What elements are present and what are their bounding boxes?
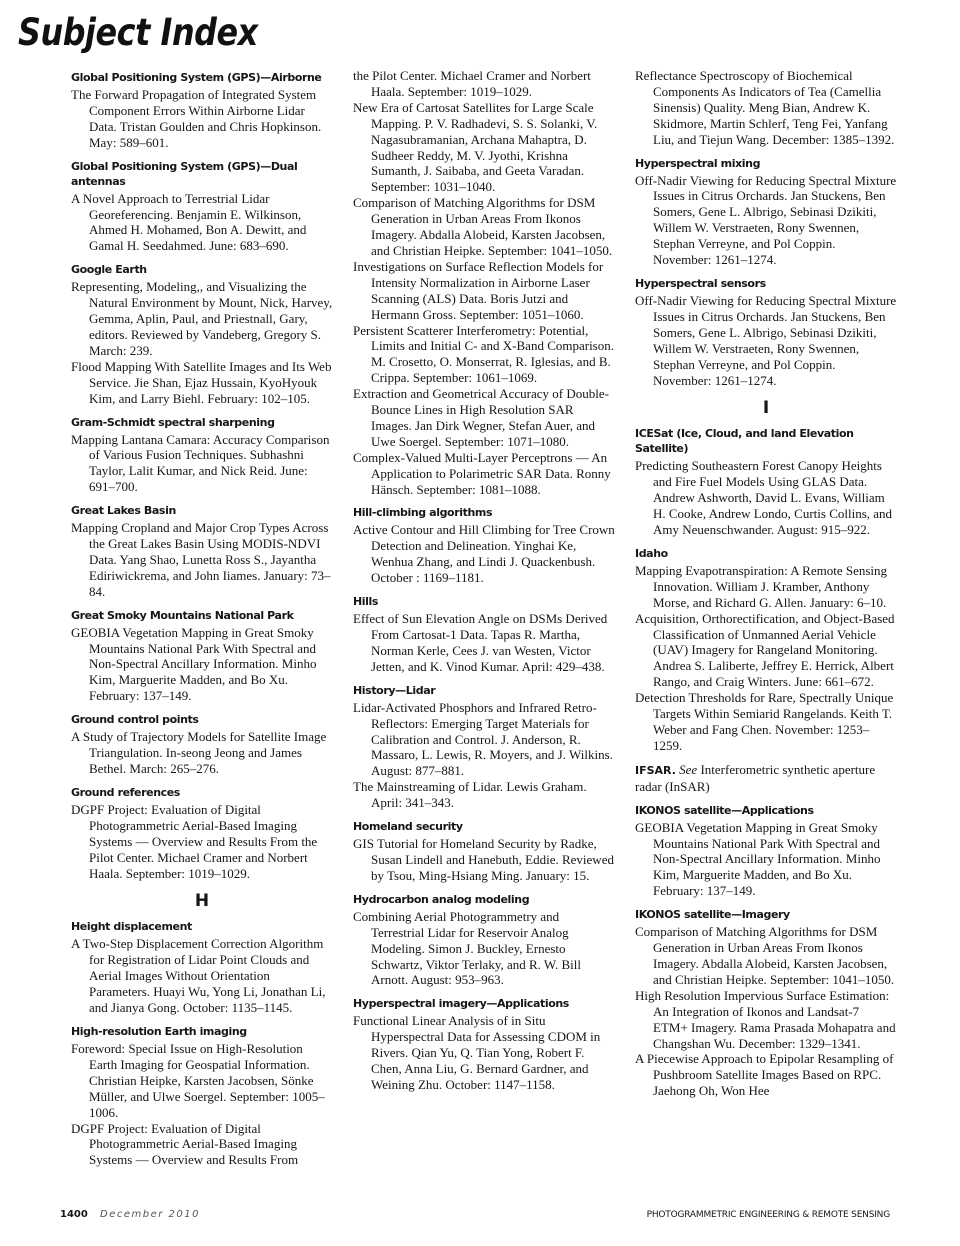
- issue-date: December 2010: [100, 1209, 200, 1220]
- index-heading: Hills: [353, 595, 379, 609]
- index-entry: Mapping Lantana Camara: Accuracy Comparison of Various Fusion Techniques. Subhashni Taylor, Lalit Kumar, and Nick Reid. June: 691–700.: [71, 431, 330, 495]
- index-entry: Combining Aerial Photogrammetry and Terrestrial Lidar for Reservoir Analog Modeling. Simon J. Buckley, Ernesto Schwartz, Viktor Terlaky, and R. W. Bill Arnott. August: 953–963.: [353, 908, 582, 988]
- index-heading: Google Earth: [71, 263, 147, 277]
- index-heading: Ground control points: [71, 713, 199, 727]
- index-column-1: [71, 68, 333, 1168]
- index-heading: Great Lakes Basin: [71, 504, 176, 518]
- index-entry: Representing, Modeling,, and Visualizing the Natural Environment by Mount, Nick, Harvey, Gemma, Aplin, Paul, and Priestnall, Gary, editors. Reviewed by Vandeberg, Gregory S. March: 239.: [71, 279, 333, 358]
- index-entry: Mapping Evapotranspiration: A Remote Sensing Innovation. William J. Kramber, Anthony Morse, and Richard G. Allen. January: 6–10.: [635, 562, 888, 610]
- index-entry: Reflectance Spectroscopy of Biochemical Components As Indicators of Tea (Camellia Sinensis) Quality. Meng Bian, Andrew K. Skidmore, Martin Schlerf, Teng Fei, Yanfang Liu, and Tiejun Wang. December: 1385–1392.: [635, 68, 895, 147]
- index-column-3: [635, 68, 897, 1099]
- index-heading: Global Positioning System (GPS)—Dual antennas: [71, 159, 298, 188]
- index-entry: Off-Nadir Viewing for Reducing Spectral Mixture Issues in Citrus Orchards. Jan Stuckens, Ben Somers, Gene L. Albrigo, Sebinasi Dzikiti, Willem W. Verstraeten, Rony Swennen, Stephan Verreyne, and Pol Coppin. November: 1261–1274.: [635, 292, 897, 388]
- index-heading: Gram-Schmidt spectral sharpening: [71, 415, 275, 429]
- page-title: Subject Index: [18, 11, 258, 54]
- index-entry: GIS Tutorial for Homeland Security by Radke, Susan Lindell and Hanebuth, Eddie. Reviewed by Tsou, Ming-Hsiang Ming. January: 15.: [353, 836, 614, 883]
- index-heading: Great Smoky Mountains National Park: [71, 608, 294, 622]
- index-entry: Investigations on Surface Reflection Models for Intensity Normalization in Airborne Laser Scanning (ALS) Data. Boris Jutzi and Hermann Gross. September: 1051–1060.: [353, 258, 604, 322]
- index-entry: Extraction and Geometrical Accuracy of Double-Bounce Lines in High Resolution SAR Images. Jan Dirk Wegner, Stefan Auer, and Uwe Soergel. September: 1071–1080.: [353, 386, 609, 449]
- index-entry: Detection Thresholds for Rare, Spectrally Unique Targets Within Semiarid Rangelands. Keith T. Weber and Fang Chen. November: 1253–1259.: [635, 690, 894, 753]
- index-entry: A Study of Trajectory Models for Satellite Image Triangulation. In-seong Jeong and James Bethel. March: 265–276.: [71, 729, 327, 776]
- index-heading: Hyperspectral sensors: [635, 276, 766, 290]
- index-entry: A Novel Approach to Terrestrial Lidar Georeferencing. Benjamin E. Wilkinson, Ahmed H. Mohamed, Bon A. Dewitt, and Gamal H. Seedahmed. June: 683–690.: [71, 190, 307, 254]
- index-entry: Effect of Sun Elevation Angle on DSMs Derived From Cartosat-1 Data. Tapas R. Martha, Norman Kerle, Cees J. van Westen, Victor Jetten, and K. Vinod Kumar. April: 429–438.: [353, 611, 608, 674]
- index-heading: Hill-climbing algorithms: [353, 506, 493, 520]
- index-entry: The Forward Propagation of Integrated System Component Errors Within Airborne Lidar Data. Tristan Goulden and Chris Hopkinson. May: 589–601.: [71, 87, 322, 150]
- index-entry: Flood Mapping With Satellite Images and Its Web Service. Jie Shan, Ejaz Hussain, KyoHyouk Kim, and Larry Biehl. February: 102–105.: [71, 358, 332, 406]
- see-reference-label: See: [679, 761, 698, 777]
- index-heading: Idaho: [635, 546, 668, 560]
- index-entry: Acquisition, Orthorectification, and Object-Based Classification of Unmanned Aerial Vehicle (UAV) Imagery for Rangeland Monitoring. Andrea S. Laliberte, Jeffrey E. Herrick, Albert Rango, and Craig Winters. June: 661–672.: [635, 610, 895, 690]
- section-letter: I: [762, 398, 770, 419]
- index-entry: High Resolution Impervious Surface Estimation: An Integration of Ikonos and Landsat-7 ETM+ Imagery. Rama Prasada Mohapatra and Changshan Wu. December: 1329–1341.: [635, 987, 896, 1051]
- index-heading: ICESat (Ice, Cloud, and land Elevation Satellite): [635, 427, 854, 456]
- index-entry: Predicting Southeastern Forest Canopy Heights and Fire Fuel Models Using GLAS Data. Andrew Ashworth, David L. Evans, William H. Cooke, Andrew Londo, Curtis Collins, and Amy Neuenschwander. August: 915–922.: [635, 458, 893, 538]
- index-entry: Complex-Valued Multi-Layer Perceptrons — An Application to Polarimetric SAR Data. Ronny Hänsch. September: 1081–1088.: [353, 449, 611, 497]
- index-entry: DGPF Project: Evaluation of Digital Photogrammetric Aerial-Based Imaging Systems — Overview and Results From the Pilot Center. Michael Cramer and Norbert Haala. September: 1019–1029.: [71, 801, 318, 881]
- index-entry: the Pilot Center. Michael Cramer and Norbert Haala. September: 1019–1029.: [353, 68, 591, 99]
- index-heading: Height displacement: [71, 920, 192, 934]
- index-entry: Persistent Scatterer Interferometry: Potential, Limits and Initial C- and X-Band Comparison. M. Crosetto, O. Monserrat, R. Iglesias, and B. Crippa. September: 1061–1069.: [353, 322, 614, 386]
- index-heading: Hydrocarbon analog modeling: [353, 892, 530, 906]
- index-entry: Off-Nadir Viewing for Reducing Spectral Mixture Issues in Citrus Orchards. Jan Stuckens, Ben Somers, Gene L. Albrigo, Sebinasi Dzikiti, Willem W. Verstraeten, Rony Swennen, Stephan Verreyne, and Pol Coppin. November: 1261–1274.: [635, 172, 897, 268]
- see-reference-target: Interferometric synthetic aperture radar (InSAR): [635, 761, 876, 794]
- index-entry: Comparison of Matching Algorithms for DSM Generation in Urban Areas From Ikonos Imagery. Abdalla Alobeid, Karsten Jacobsen, and Christian Heipke. September: 1041–1050.: [353, 195, 613, 258]
- index-heading: IKONOS satellite—Imagery: [635, 908, 790, 922]
- index-heading: Global Positioning System (GPS)—Airborne: [71, 71, 322, 84]
- index-heading: Ground references: [71, 785, 180, 799]
- index-entry: Mapping Cropland and Major Crop Types Across the Great Lakes Basin Using MODIS-NDVI Data. Yang Shao, Lunetta Ross S., Jayantha Ediriwickrema, and John Iiames. January: 73–84.: [71, 520, 331, 599]
- index-heading: IFSAR.: [635, 763, 676, 777]
- page-number: 1400: [60, 1209, 88, 1220]
- index-entry: New Era of Cartosat Satellites for Large Scale Mapping. P. V. Radhadevi, S. S. Solanki, V. Nagasubramanian, Archana Mahaptra, D. Sudheer Reddy, M. V. Jyothi, Krishna Sumanth, J. Saibaba, and Geeta Varadan. September: 1031–1040.: [353, 99, 598, 195]
- index-heading: High-resolution Earth imaging: [71, 1024, 247, 1038]
- index-heading: IKONOS satellite—Applications: [635, 803, 814, 817]
- index-cross-reference: [635, 762, 897, 795]
- index-entry: Active Contour and Hill Climbing for Tree Crown Detection and Delineation. Yinghai Ke, Wenhua Zhang, and Lindi J. Quackenbush. October : 1169–1181.: [353, 522, 615, 586]
- journal-name: PHOTOGRAMMETRIC ENGINEERING & REMOTE SENSING: [646, 1210, 890, 1220]
- index-entry: GEOBIA Vegetation Mapping in Great Smoky Mountains National Park With Spectral and Non-Spectral Ancillary Information. Minho Kim, Marguerite Madden, and Bo Xu. February: 137–149.: [635, 819, 881, 899]
- index-entry: GEOBIA Vegetation Mapping in Great Smoky Mountains National Park With Spectral and Non-Spectral Ancillary Information. Minho Kim, Marguerite Madden, and Bo Xu. February: 137–149.: [71, 624, 317, 704]
- index-heading: Homeland security: [353, 820, 463, 834]
- index-entry: Functional Linear Analysis of in Situ Hyperspectral Data for Assessing CDOM in Rivers. Qian Yu, Q. Tian Yong, Robert F. Chen, Anna Liu, G. Bernard Gardner, and Weining Zhu. October: 1147–1158.: [353, 1013, 601, 1092]
- section-letter: H: [194, 891, 210, 912]
- index-column-2: [353, 68, 615, 1093]
- index-entry: Foreword: Special Issue on High-Resolution Earth Imaging for Geospatial Information. Christian Heipke, Karsten Jacobsen, Sönke Müller, and Ulwe Soergel. September: 1005–1006.: [71, 1040, 325, 1120]
- index-entry: Lidar-Activated Phosphors and Infrared Retro-Reflectors: Emerging Target Materials for Calibration and Control. J. Anderson, R. Massaro, L. Lewis, R. Moyers, and J. Wilkins. August: 877–881.: [353, 699, 613, 779]
- index-entry: A Piecewise Approach to Epipolar Resampling of Pushbroom Satellite Images Based on RPC. Jaehong Oh, Won Hee: [635, 1051, 894, 1099]
- index-entry: Comparison of Matching Algorithms for DSM Generation in Urban Areas From Ikonos Imagery. Abdalla Alobeid, Karsten Jacobsen, and Christian Heipke. September: 1041–1050.: [635, 924, 895, 987]
- index-heading: Hyperspectral imagery—Applications: [353, 997, 569, 1011]
- index-heading: History—Lidar: [353, 683, 436, 697]
- index-entry: DGPF Project: Evaluation of Digital Photogrammetric Aerial-Based Imaging Systems — Overview and Results From: [71, 1120, 299, 1168]
- index-entry: The Mainstreaming of Lidar. Lewis Graham. April: 341–343.: [353, 779, 587, 811]
- index-entry: A Two-Step Displacement Correction Algorithm for Registration of Lidar Point Clouds and Aerial Images Without Orientation Parameters. Huayi Wu, Yong Li, Jonathan Li, and Jianya Gong. October: 1135–1145.: [71, 936, 326, 1016]
- index-heading: Hyperspectral mixing: [635, 156, 761, 170]
